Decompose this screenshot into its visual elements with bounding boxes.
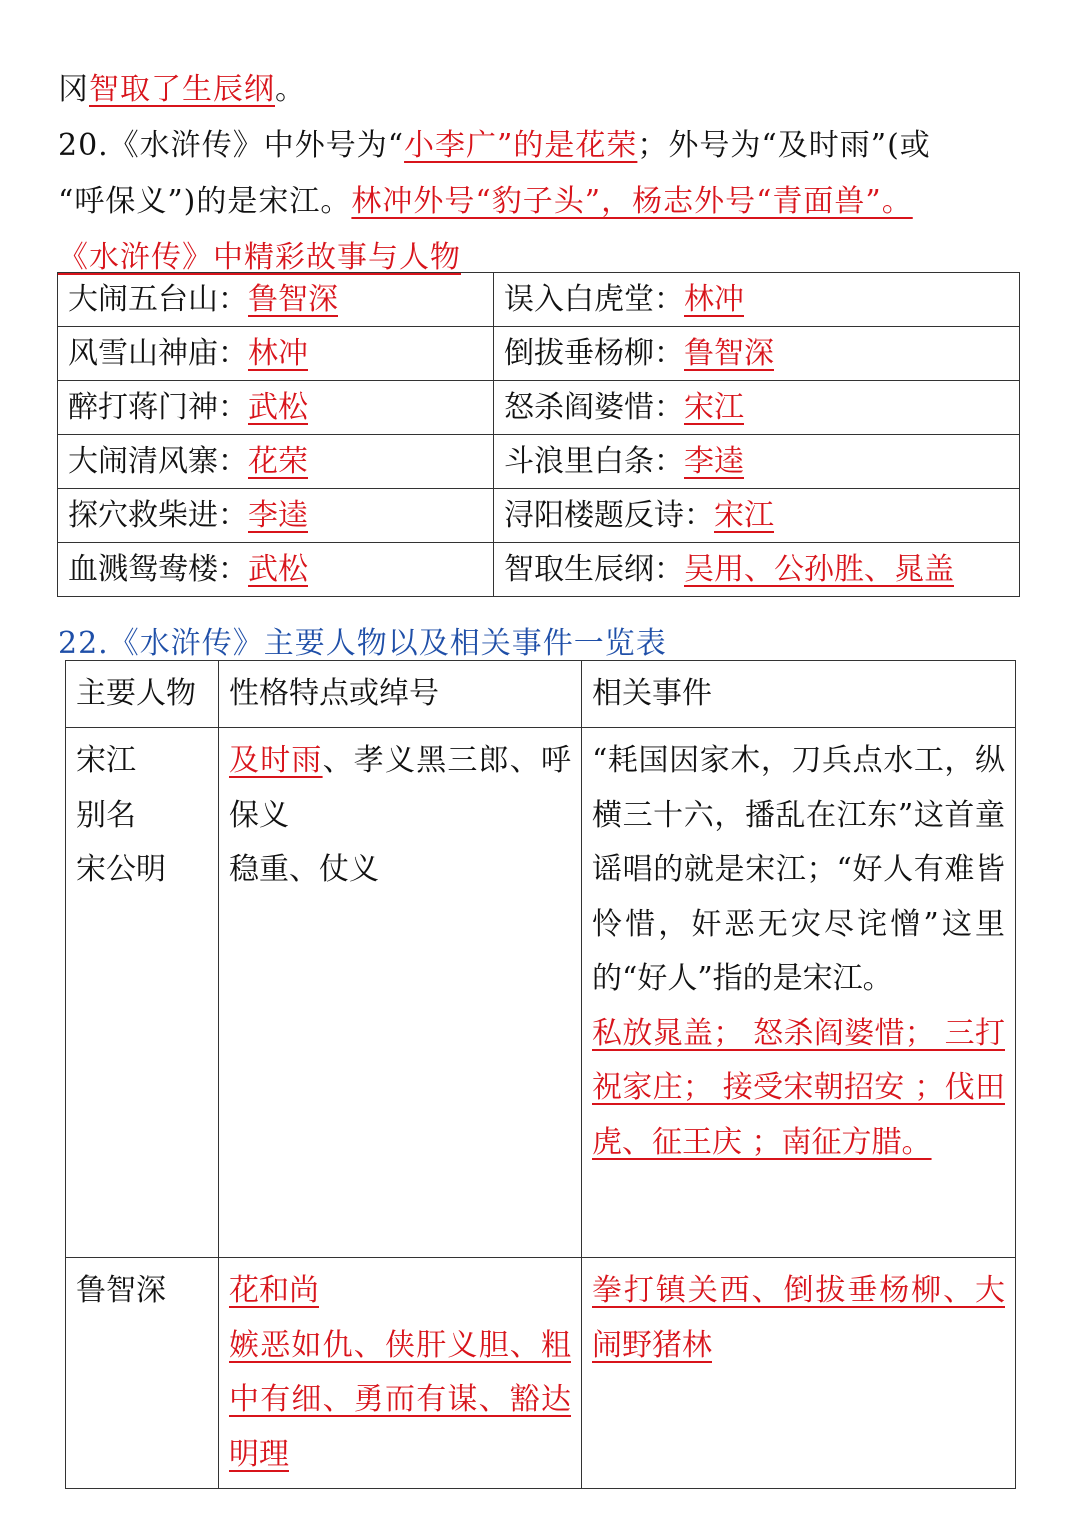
story-title: 倒拔垂杨柳： xyxy=(504,336,684,371)
traits-text xyxy=(229,734,571,843)
events-cell xyxy=(582,728,1016,1258)
characters-table xyxy=(65,660,1016,1489)
story-cell xyxy=(58,543,494,597)
intro-line-2 xyxy=(58,120,931,164)
nickname-highlight: 花和尚 xyxy=(229,1273,319,1308)
story-cell xyxy=(58,435,494,489)
table-row-songjiang xyxy=(66,728,1016,1258)
story-cell xyxy=(58,273,494,327)
story-character: 林冲 xyxy=(684,282,744,317)
story-character: 武松 xyxy=(248,552,308,587)
table-row xyxy=(58,381,1020,435)
events-highlight: 私放晁盖； 怒杀阎婆惜； 三打祝家庄； 接受宋朝招安 ；伐田虎、征王庆 ；南征方腊。 xyxy=(592,1015,1005,1160)
stories-table-body xyxy=(58,273,1020,597)
header-cell-person: 主要人物 xyxy=(66,661,219,728)
story-cell xyxy=(58,381,494,435)
table-row-luzhishen xyxy=(66,1258,1016,1489)
traits-rest: 、孝义黑三郎、呼保义 xyxy=(229,743,572,833)
person-alias-label: 别名 xyxy=(76,797,136,833)
section-title-stories: 《水浒传》中精彩故事与人物 xyxy=(58,240,461,275)
story-title: 血溅鸳鸯楼： xyxy=(68,552,248,587)
events-cell xyxy=(582,1258,1016,1489)
story-character: 花荣 xyxy=(248,444,308,479)
stories-table xyxy=(57,272,1020,597)
story-character: 鲁智深 xyxy=(248,282,338,317)
person-cell xyxy=(66,1258,219,1489)
story-character: 李逵 xyxy=(684,444,744,479)
story-cell xyxy=(494,381,1020,435)
story-title: 误入白虎堂： xyxy=(504,282,684,317)
story-character: 吴用、公孙胜、晁盖 xyxy=(684,552,954,587)
story-title: 醉打蒋门神： xyxy=(68,390,248,425)
story-character: 林冲 xyxy=(248,336,308,371)
story-title: 风雪山神庙： xyxy=(68,336,248,371)
story-title: 斗浪里白条： xyxy=(504,444,684,479)
story-title: 大闹五台山： xyxy=(68,282,248,317)
table-row xyxy=(58,435,1020,489)
intro-text: “呼保义”)的是宋江。 xyxy=(58,184,352,219)
story-cell xyxy=(494,327,1020,381)
events-text: “耗国因家木，刀兵点水工，纵横三十六，播乱在江东”这首童谣唱的就是宋江；“好人有难皆怜惜，奸恶无灾尽诧憎”这里的“好人”指的是宋江。 xyxy=(592,743,1005,996)
person-name: 宋江 xyxy=(76,743,136,778)
nickname-highlight: 及时雨 xyxy=(229,743,323,778)
intro-line-3 xyxy=(58,176,913,220)
story-cell xyxy=(58,489,494,543)
highlight-text: 智取了生辰纲 xyxy=(89,72,275,107)
story-cell xyxy=(494,543,1020,597)
table-row xyxy=(58,273,1020,327)
header-cell-traits: 性格特点或绰号 xyxy=(219,661,582,728)
story-cell xyxy=(494,273,1020,327)
intro-text: 冈 xyxy=(58,72,89,107)
table-header-row xyxy=(66,661,1016,728)
story-title: 探穴救柴进： xyxy=(68,498,248,533)
story-character: 武松 xyxy=(248,390,308,425)
highlight-text: 林冲外号“豹子头”，杨志外号“青面兽”。 xyxy=(351,184,913,219)
table-row xyxy=(58,327,1020,381)
person-alias: 宋公明 xyxy=(76,852,166,887)
intro-text: ；外号为“及时雨”(或 xyxy=(637,128,931,163)
intro-text: 20.《水浒传》中外号为“ xyxy=(58,128,405,163)
traits-line-2: 稳重、仗义 xyxy=(229,852,379,887)
traits-cell xyxy=(219,1258,582,1489)
story-title: 浔阳楼题反诗： xyxy=(504,498,714,533)
traits-cell xyxy=(219,728,582,1258)
table-row xyxy=(58,543,1020,597)
header-cell-events: 相关事件 xyxy=(582,661,1016,728)
story-title: 大闹清风寨： xyxy=(68,444,248,479)
highlight-text: 小李广”的是花荣 xyxy=(404,128,638,163)
intro-text: 。 xyxy=(275,72,306,107)
table-row xyxy=(58,489,1020,543)
intro-line-1 xyxy=(58,64,306,108)
person-name: 鲁智深 xyxy=(76,1273,166,1308)
person-cell xyxy=(66,728,219,1258)
story-cell xyxy=(494,489,1020,543)
events-highlight: 拳打镇关西、倒拔垂杨柳、大闹野猪林 xyxy=(592,1273,1005,1363)
story-title: 怒杀阎婆惜： xyxy=(504,390,684,425)
section-title-characters: 22.《水浒传》主要人物以及相关事件一览表 xyxy=(58,626,667,661)
story-title: 智取生辰纲： xyxy=(504,552,684,587)
story-cell xyxy=(58,327,494,381)
story-character: 鲁智深 xyxy=(684,336,774,371)
story-cell xyxy=(494,435,1020,489)
traits-highlight: 嫉恶如仇、侠肝义胆、粗中有细、勇而有谋、豁达明理 xyxy=(229,1327,571,1472)
story-character: 宋江 xyxy=(714,498,774,533)
story-character: 宋江 xyxy=(684,390,744,425)
story-character: 李逵 xyxy=(248,498,308,533)
